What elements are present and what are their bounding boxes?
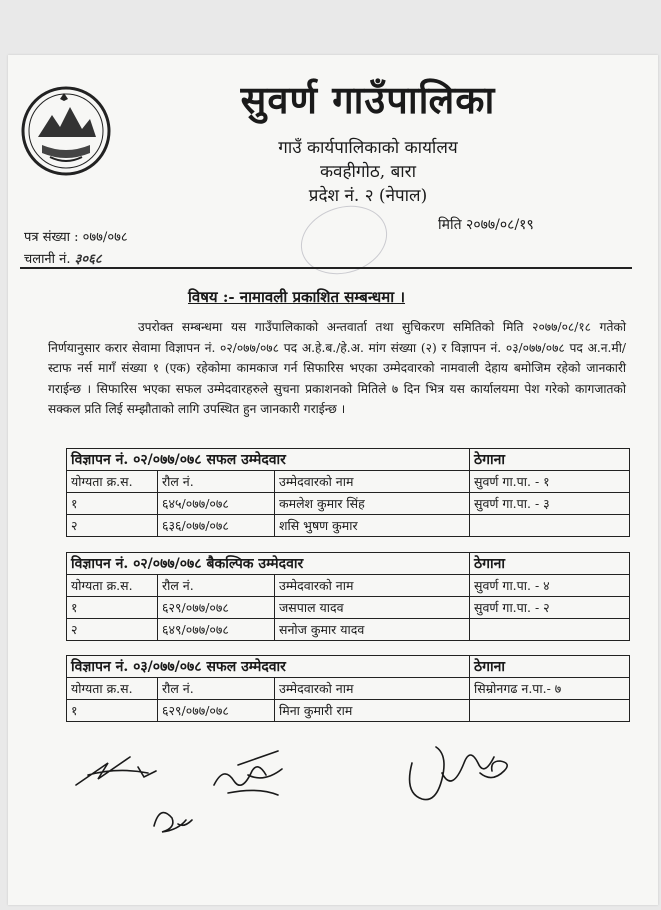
col-rank: योग्यता क्र.स. [67, 575, 158, 597]
table-heading-row [67, 656, 630, 678]
col-roll: रौल नं. [158, 575, 275, 597]
table-row [67, 493, 630, 515]
cell-name: मिना कुमारी राम [275, 700, 470, 722]
cell-rank: २ [67, 515, 158, 537]
cell-roll: ६३६/०७७/०७८ [158, 515, 275, 537]
cell-name: कमलेश कुमार सिंह [275, 493, 470, 515]
table-column-row [67, 471, 630, 493]
municipality-title: सुवर्ण गाउँपालिका [240, 77, 496, 122]
table-row [67, 619, 630, 641]
col-name: उम्मेदवारको नाम [275, 575, 470, 597]
cell-address [470, 515, 630, 537]
col-roll: रौल नं. [158, 471, 275, 493]
province-line: प्रदेश नं. २ (नेपाल) [308, 186, 428, 206]
col-roll: रौल नं. [158, 678, 275, 700]
signature-2 [208, 745, 298, 805]
office-name: गाउँ कार्यपालिकाको कार्यालय [278, 138, 458, 158]
patra-sankhya [24, 227, 128, 245]
col-address: सुवर्ण गा.पा. - १ [470, 471, 630, 493]
letter-page [8, 55, 658, 905]
col-name: उम्मेदवारको नाम [275, 678, 470, 700]
patra-sankhya-label: पत्र संख्या : [24, 230, 79, 245]
table-row [67, 700, 630, 722]
patra-sankhya-value: ०७७/०७८ [82, 230, 128, 245]
signature-1 [68, 745, 178, 795]
cell-name: जसपाल यादव [275, 597, 470, 619]
col-rank: योग्यता क्र.स. [67, 678, 158, 700]
table-heading-row [67, 553, 630, 575]
table-heading: विज्ञापन नं. ०२/०७७/०७८ बैकल्पिक उम्मेदवार [67, 553, 470, 575]
table-column-row [67, 575, 630, 597]
cell-address [470, 619, 630, 641]
cell-roll: ६२९/०७७/०७८ [158, 597, 275, 619]
signature-4 [398, 733, 528, 813]
table-heading: विज्ञापन नं. ०२/०७७/०७८ सफल उम्मेदवार [67, 449, 470, 471]
col-name: उम्मेदवारको नाम [275, 471, 470, 493]
table-ad02-alternate [66, 552, 630, 641]
table-column-row [67, 678, 630, 700]
office-stamp [292, 195, 396, 285]
office-address: कवहीगोठ, बारा [319, 162, 417, 182]
address-header: ठेगाना [470, 553, 630, 575]
cell-rank: १ [67, 493, 158, 515]
signature-3 [148, 800, 208, 840]
cell-rank: २ [67, 619, 158, 641]
cell-name: शसि भुषण कुमार [275, 515, 470, 537]
cell-roll: ६४९/०७७/०७८ [158, 619, 275, 641]
letter-body: उपरोक्त सम्बन्धमा यस गाउँपालिकाको अन्तवार्ता तथा सुचिकरण समितिको मिति २०७७/०८/१८ गतेको निर्णयानुसार करार सेवामा विज्ञापन नं. ०२/०७७/०७८ पद अ.हे.ब./हे.अ. मांग संख्या (२) र विज्ञापन नं. ०३/०७७/०७८ पद अ.न.मी/स्टाफ नर्स मागँ संख्या १ (एक) रहेकोमा कामकाज गर्न सिफारिस भएका उम्मेदवारको नामवाली देहाय बमोजिम रहेको जानकारी गराईन्छ । सिफारिस भएका सफल उम्मेदवारहरुले सुचना प्रकाशनको मितिले ७ दिन भित्र यस कार्यालयमा पेश गरेको कागजातको सक्कल प्रति लिई सम्झौताको लागि उपस्थित हुन जानकारी गराईन्छ । [48, 320, 626, 416]
address-header: ठेगाना [470, 449, 630, 471]
cell-roll: ६२९/०७७/०७८ [158, 700, 275, 722]
address-header: ठेगाना [470, 656, 630, 678]
cell-name: सनोज कुमार यादव [275, 619, 470, 641]
table-ad03-successful [66, 655, 630, 722]
letter-date: मिति २०७७/०८/१९ [438, 217, 534, 233]
chalani-label: चलानी नं. [24, 252, 71, 267]
table-heading-row [67, 449, 630, 471]
cell-rank: १ [67, 597, 158, 619]
header-divider [20, 267, 632, 269]
table-row [67, 597, 630, 619]
nepal-emblem-logo [20, 85, 112, 177]
col-rank: योग्यता क्र.स. [67, 471, 158, 493]
col-address: सिम्रोनगढ न.पा.- ७ [470, 678, 630, 700]
chalani-value: ३०६८ [74, 252, 102, 267]
letter-subject: विषय :- नामावली प्रकाशित सम्बन्धमा । [188, 288, 406, 306]
cell-roll: ६४५/०७७/०७८ [158, 493, 275, 515]
cell-address: सुवर्ण गा.पा. - ३ [470, 493, 630, 515]
chalani-number [24, 249, 102, 267]
cell-rank: १ [67, 700, 158, 722]
table-heading: विज्ञापन नं. ०३/०७७/०७८ सफल उम्मेदवार [67, 656, 470, 678]
table-row [67, 515, 630, 537]
cell-address [470, 700, 630, 722]
cell-address: सुवर्ण गा.पा. - २ [470, 597, 630, 619]
col-address: सुवर्ण गा.पा. - ४ [470, 575, 630, 597]
table-ad02-successful [66, 448, 630, 537]
